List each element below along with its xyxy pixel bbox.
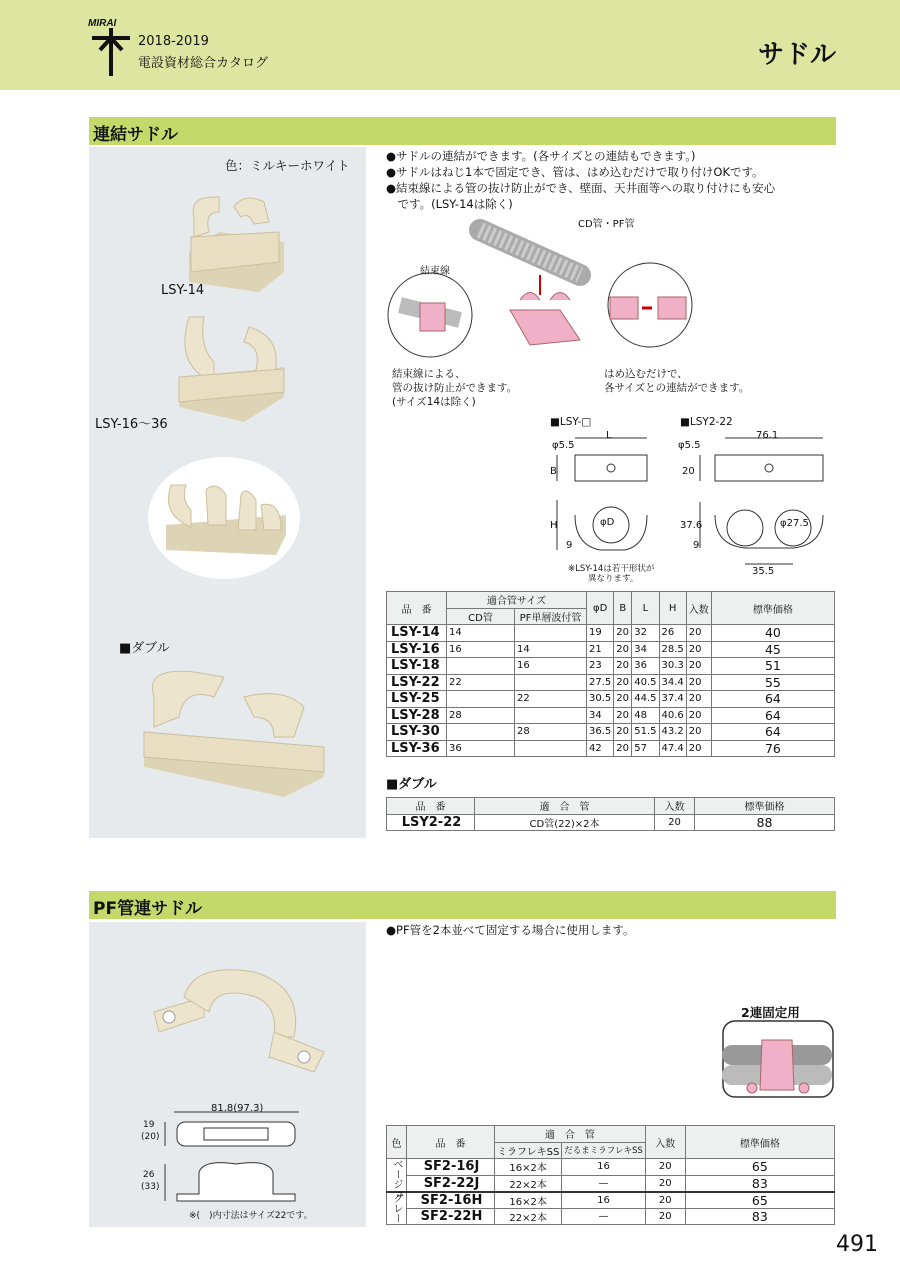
pf-feature-bullet: ●PF管を2本並べて固定する場合に使用します。 xyxy=(386,923,635,937)
th-model: 品 番 xyxy=(407,1126,495,1159)
cell-l: 48 xyxy=(632,707,659,724)
th-pipe: 適 合 管 xyxy=(495,1126,646,1143)
cell-model: SF2-16H xyxy=(407,1192,495,1209)
cell-model: LSY-36 xyxy=(387,740,447,757)
cell-h: 47.4 xyxy=(659,740,686,757)
cell-pf: 14 xyxy=(515,641,587,658)
cell-h: 34.4 xyxy=(659,674,686,691)
dimension-drawings xyxy=(545,430,875,580)
cell-model: LSY-30 xyxy=(387,724,447,741)
mirai-logo xyxy=(86,14,136,80)
cell-b: 20 xyxy=(614,707,632,724)
cell-l: 44.5 xyxy=(632,691,659,708)
caption-right-2: 各サイズとの連結ができます。 xyxy=(604,382,750,394)
th-color: 色 xyxy=(387,1126,407,1159)
dim-double-pitch: 35.5 xyxy=(752,566,775,577)
th-qty: 入数 xyxy=(655,798,695,815)
cell-d: 23 xyxy=(587,658,614,675)
table-row xyxy=(387,674,835,691)
pipe-label: CD管・PF管 xyxy=(578,219,635,230)
th-price: 標準価格 xyxy=(711,592,834,625)
color-gray: グレー xyxy=(387,1192,407,1225)
table-row xyxy=(387,625,835,642)
cell-pf xyxy=(515,740,587,757)
cell-h: 28.5 xyxy=(659,641,686,658)
cell-h: 37.4 xyxy=(659,691,686,708)
cell-price: 64 xyxy=(711,707,834,724)
th-price: 標準価格 xyxy=(685,1126,834,1159)
page-title: サドル xyxy=(757,40,836,70)
cell-pf xyxy=(515,674,587,691)
th-pipe: 適 合 管 xyxy=(475,798,655,815)
cell-qty: 20 xyxy=(645,1192,685,1209)
th-qty: 入数 xyxy=(645,1126,685,1159)
cell-qty: 20 xyxy=(686,674,711,691)
section-bar-pf xyxy=(89,891,836,919)
cell-price: 83 xyxy=(685,1208,834,1225)
cell-d: 19 xyxy=(587,625,614,642)
cell-daruma: 16 xyxy=(562,1192,645,1209)
cell-daruma: — xyxy=(562,1208,645,1225)
pf-dim-note: ※( )内寸法はサイズ22です。 xyxy=(189,1211,313,1221)
cell-qty: 20 xyxy=(645,1175,685,1192)
pf-dim-length: 81.8(97.3) xyxy=(211,1103,264,1114)
cell-d: 30.5 xyxy=(587,691,614,708)
cell-l: 34 xyxy=(632,641,659,658)
table-row xyxy=(387,724,835,741)
cell-price: 64 xyxy=(711,724,834,741)
cell-qty: 20 xyxy=(686,641,711,658)
cell-model: SF2-16J xyxy=(407,1159,495,1176)
table-row xyxy=(387,691,835,708)
th-b: B xyxy=(614,592,632,625)
cell-b: 20 xyxy=(614,740,632,757)
cell-mirafrex: 22×2本 xyxy=(495,1208,562,1225)
cell-qty: 20 xyxy=(655,814,695,831)
cell-h: 26 xyxy=(659,625,686,642)
cell-b: 20 xyxy=(614,691,632,708)
caption-left-2: 管の抜け防止ができます。 xyxy=(392,382,518,394)
cell-qty: 20 xyxy=(645,1159,685,1176)
cell-cd xyxy=(447,691,515,708)
dim-double-length: 76.1 xyxy=(756,430,779,441)
cell-pf xyxy=(515,707,587,724)
cell-qty: 20 xyxy=(686,724,711,741)
cell-b: 20 xyxy=(614,674,632,691)
cell-pf: 22 xyxy=(515,691,587,708)
product-photo-panel xyxy=(89,147,366,838)
pf-dim-height-2: (33) xyxy=(141,1182,160,1192)
cell-price: 83 xyxy=(685,1175,834,1192)
cell-model: LSY-16 xyxy=(387,641,447,658)
cell-price: 64 xyxy=(711,691,834,708)
cell-l: 57 xyxy=(632,740,659,757)
caption-right-1: はめ込むだけで、 xyxy=(604,368,688,380)
th-pf: PF単層波付管 xyxy=(515,608,587,625)
cell-h: 43.2 xyxy=(659,724,686,741)
dim-double-title: ■LSY2-22 xyxy=(680,416,733,428)
cell-pf xyxy=(515,625,587,642)
cell-cd: 16 xyxy=(447,641,515,658)
caption-left-1: 結束線による、 xyxy=(392,368,466,380)
cell-model: LSY-14 xyxy=(387,625,447,642)
cell-h: 30.3 xyxy=(659,658,686,675)
cell-d: 27.5 xyxy=(587,674,614,691)
dim-double-hole: φ5.5 xyxy=(678,440,701,451)
cell-l: 32 xyxy=(632,625,659,642)
page-number: 491 xyxy=(836,1232,878,1257)
dim-single-L: L xyxy=(606,430,612,441)
cell-pf: 28 xyxy=(515,724,587,741)
dim-double-D: φ27.5 xyxy=(780,518,809,529)
dim-single-title: ■LSY-□ xyxy=(550,416,592,428)
cell-l: 40.5 xyxy=(632,674,659,691)
product-label-lsy16-36: LSY-16〜36 xyxy=(95,417,168,432)
double-fix-illustration xyxy=(722,1020,834,1098)
pf-photo-panel xyxy=(89,922,366,1227)
caption-left-3: (サイズ14は除く) xyxy=(392,396,476,408)
cell-price: 45 xyxy=(711,641,834,658)
cell-cd: 22 xyxy=(447,674,515,691)
cell-qty: 20 xyxy=(645,1208,685,1225)
th-model: 品 番 xyxy=(387,798,475,815)
cell-cd xyxy=(447,724,515,741)
th-h: H xyxy=(659,592,686,625)
double-table-title: ■ダブル xyxy=(386,777,437,792)
color-beige: ベージュ xyxy=(387,1159,407,1192)
double-saddle-photo xyxy=(134,657,334,807)
cell-mirafrex: 16×2本 xyxy=(495,1192,562,1209)
th-cd: CD管 xyxy=(447,608,515,625)
cell-model: LSY-18 xyxy=(387,658,447,675)
th-qty: 入数 xyxy=(686,592,711,625)
table-row xyxy=(387,740,835,757)
table-row xyxy=(387,1192,835,1209)
cell-price: 65 xyxy=(685,1192,834,1209)
double-fix-label: 2連固定用 xyxy=(741,1005,800,1020)
pf-saddle-photo xyxy=(144,957,334,1087)
feature-bullet: ●サドルの連結ができます。(各サイズとの連結もできます。) xyxy=(386,149,696,163)
cell-qty: 20 xyxy=(686,691,711,708)
lsy14-photo xyxy=(179,192,289,292)
cell-model: LSY2-22 xyxy=(387,814,475,831)
section-title: 連結サドル xyxy=(93,125,178,145)
product-label-lsy14: LSY-14 xyxy=(161,283,205,298)
cell-b: 20 xyxy=(614,641,632,658)
cell-cd: 28 xyxy=(447,707,515,724)
dim-double-height: 37.6 xyxy=(680,520,703,531)
cell-h: 40.6 xyxy=(659,707,686,724)
cell-cd: 36 xyxy=(447,740,515,757)
cell-model: LSY-28 xyxy=(387,707,447,724)
cell-d: 34 xyxy=(587,707,614,724)
dim-single-hole: φ5.5 xyxy=(552,440,575,451)
double-label: ■ダブル xyxy=(119,641,170,656)
cell-cd xyxy=(447,658,515,675)
lsy16-36-photo xyxy=(174,307,294,427)
cell-price: 76 xyxy=(711,740,834,757)
cell-qty: 20 xyxy=(686,740,711,757)
feature-bullet: ●結束線による管の抜け防止ができ、壁面、天井面等への取り付けにも安心 xyxy=(386,181,776,195)
th-price: 標準価格 xyxy=(695,798,835,815)
table-row xyxy=(387,1159,835,1176)
th-mirafrex: ミラフレキSS xyxy=(495,1142,562,1159)
dim-single-B: B xyxy=(550,466,557,477)
dim-double-width: 20 xyxy=(682,466,695,477)
page-header xyxy=(0,0,900,90)
dim-single-9: 9 xyxy=(566,540,573,551)
cell-price: 55 xyxy=(711,674,834,691)
pf-dim-width-2: (20) xyxy=(141,1132,160,1142)
cell-d: 21 xyxy=(587,641,614,658)
cell-daruma: — xyxy=(562,1175,645,1192)
th-pipe-size: 適合管サイズ xyxy=(447,592,587,609)
catalog-year: 2018-2019 xyxy=(138,34,209,49)
cell-qty: 20 xyxy=(686,707,711,724)
cell-mirafrex: 16×2本 xyxy=(495,1159,562,1176)
catalog-name: 電設資材総合カタログ xyxy=(138,56,269,71)
color-note: 色：ミルキーホワイト xyxy=(225,158,350,173)
cell-price: 88 xyxy=(695,814,835,831)
table-row xyxy=(387,814,835,831)
cell-price: 51 xyxy=(711,658,834,675)
dim-single-note-2: 異なります。 xyxy=(588,574,639,584)
dim-single-note-1: ※LSY-14は若干形状が xyxy=(568,564,655,574)
pf-dim-width-1: 19 xyxy=(143,1120,155,1130)
cell-model: LSY-22 xyxy=(387,674,447,691)
cell-qty: 20 xyxy=(686,625,711,642)
cell-qty: 20 xyxy=(686,658,711,675)
cell-model: SF2-22J xyxy=(407,1175,495,1192)
svg-text:MIRAI: MIRAI xyxy=(88,18,117,29)
cell-pipe: CD管(22)×2本 xyxy=(475,814,655,831)
cell-daruma: 16 xyxy=(562,1159,645,1176)
cell-b: 20 xyxy=(614,724,632,741)
usage-illustration xyxy=(380,215,780,365)
cell-model: SF2-22H xyxy=(407,1208,495,1225)
cell-price: 65 xyxy=(685,1159,834,1176)
cell-l: 51.5 xyxy=(632,724,659,741)
section-bar-renketsu xyxy=(89,117,836,145)
cell-cd: 14 xyxy=(447,625,515,642)
th-model: 品 番 xyxy=(387,592,447,625)
section-title: PF管連サドル xyxy=(93,899,203,919)
lsy-spec-table xyxy=(386,591,835,757)
feature-bullet: です。(LSY-14は除く) xyxy=(386,197,513,211)
pf-dimension-drawing xyxy=(159,1104,319,1219)
cell-b: 20 xyxy=(614,658,632,675)
pf-dim-height-1: 26 xyxy=(143,1170,155,1180)
cell-price: 40 xyxy=(711,625,834,642)
feature-bullet: ●サドルはねじ1本で固定でき、管は、はめ込むだけで取り付けOKです。 xyxy=(386,165,764,179)
cell-d: 42 xyxy=(587,740,614,757)
pf-spec-table xyxy=(386,1125,835,1225)
th-d: φD xyxy=(587,592,614,625)
cell-b: 20 xyxy=(614,625,632,642)
tie-wire-label: 結束線 xyxy=(420,266,450,277)
table-row xyxy=(387,658,835,675)
th-l: L xyxy=(632,592,659,625)
th-daruma: だるまミラフレキSS xyxy=(562,1142,645,1159)
dim-single-D: φD xyxy=(600,517,615,528)
cell-mirafrex: 22×2本 xyxy=(495,1175,562,1192)
cell-d: 36.5 xyxy=(587,724,614,741)
linked-saddle-photo xyxy=(146,455,302,581)
table-row xyxy=(387,641,835,658)
double-spec-table xyxy=(386,797,835,831)
table-row xyxy=(387,1208,835,1225)
cell-model: LSY-25 xyxy=(387,691,447,708)
dim-double-9: 9 xyxy=(693,540,700,551)
table-row xyxy=(387,707,835,724)
table-row xyxy=(387,1175,835,1192)
cell-pf: 16 xyxy=(515,658,587,675)
cell-l: 36 xyxy=(632,658,659,675)
dim-single-H: H xyxy=(550,520,558,531)
